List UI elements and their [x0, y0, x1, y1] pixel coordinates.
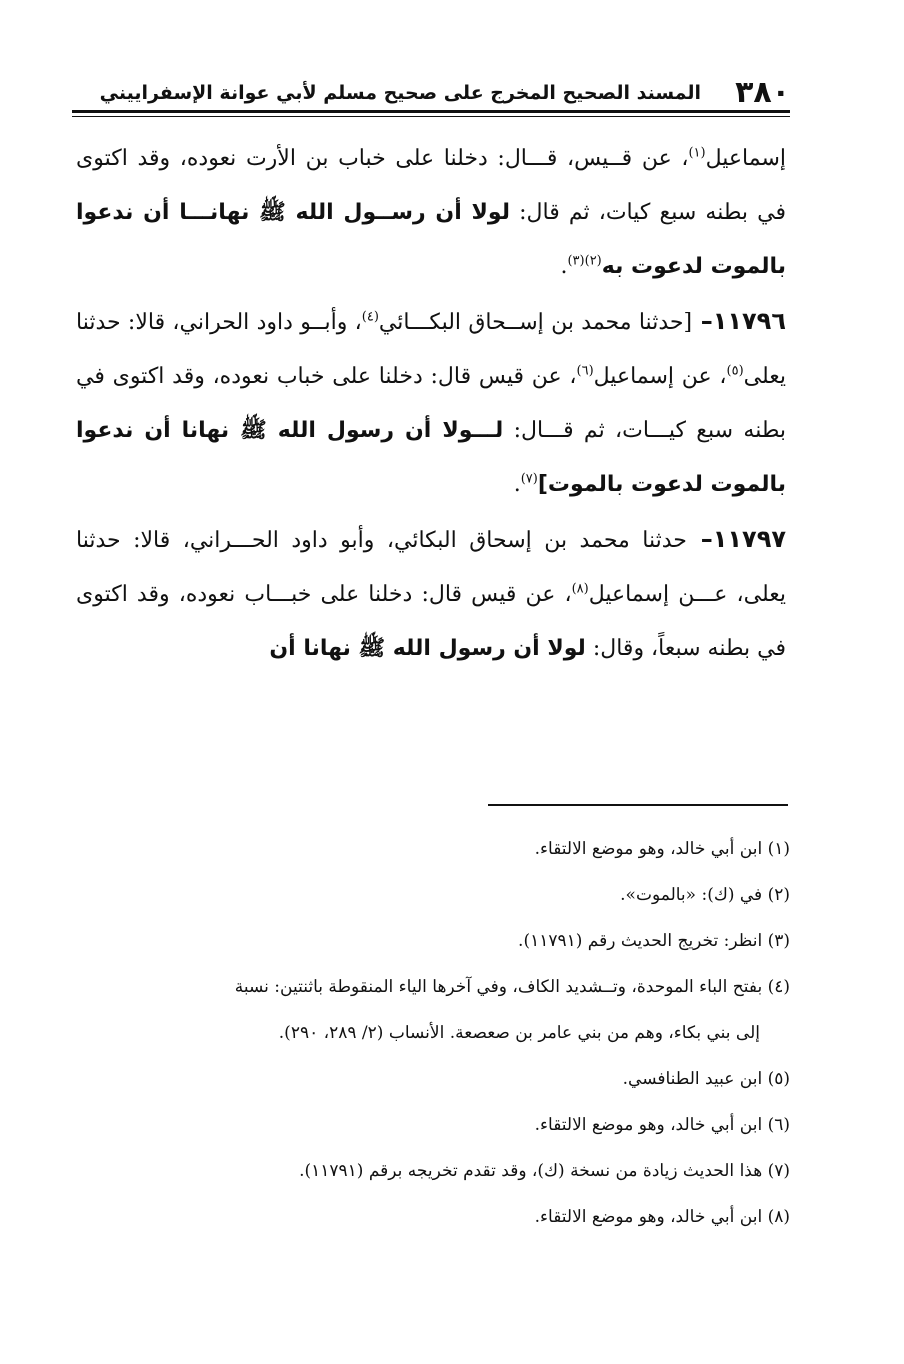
footnote-separator: [488, 804, 788, 806]
footnote-ref: (١): [688, 145, 706, 161]
hadith-11797: ١١٧٩٧– حدثنا محمد بن إسحاق البكائي، وأبو داود الحـــراني، قالا: حدثنا يعلى، عـــن إسماعيل$^{(٨)}$، عن قيس قال: دخلنا على خبـــاب نعوده، وقد اكتوى في بطنه سبعاً، وقال: لولا أن رسول الله ﷺ نهانا أن: [76, 525, 786, 661]
footnote-6: (٦) ابن أبي خالد، وهو موضع الالتقاء.: [534, 1115, 790, 1135]
hadith-number: ١١٧٩٧: [712, 525, 786, 553]
footnote-3: (٣) انظر: تخريج الحديث رقم (١١٧٩١).: [518, 931, 790, 951]
page-number: ٣٨٠: [735, 75, 790, 110]
footnote-ref: (٤): [361, 309, 379, 325]
hadith-text: لـــولا أن رسول الله ﷺ نهانا أن ندعوا بالموت لدعوت بالموت]: [76, 418, 786, 497]
hadith-11796: ١١٧٩٦– [حدثنا محمد بن إســحاق البكـــائي$^{(٤)}$، وأبــو داود الحراني، قالا: حدثنا يعلى$^{(٥)}$، عن إسماعيل$^{(٦)}$، عن قيس قال: دخلنا على خباب نعوده، وقد اكتوى في بطنه سبع كيـــات، ثم قـــال: لـــولا أن رسول الله ﷺ نهانا أن ندعوا بالموت لدعوت بالموت]$^{(٧)}$.: [76, 307, 786, 497]
hadith-text: لولا أن رســول الله ﷺ نهانـــا أن ندعوا بالموت لدعوت به: [76, 200, 786, 279]
footnote-5: (٥) ابن عبيد الطنافسي.: [622, 1069, 790, 1089]
hadith-number: ١١٧٩٦: [712, 307, 786, 335]
paragraph-continuation: إسماعيل$^{(١)}$، عن قــيس، قـــال: دخلنا على خباب بن الأرت نعوده، وقد اكتوى في بطنه سبع كيات، ثم قال: لولا أن رســول الله ﷺ نهانـــا أن ندعوا بالموت لدعوت به$^{(٢)(٣)}$.: [76, 145, 786, 279]
footnote-ref: (٥): [726, 363, 744, 379]
header-rule-thick: [72, 110, 790, 113]
footnote-2: (٢) في (ك): «بالموت».: [620, 885, 790, 905]
footnote-ref: (٨): [571, 581, 589, 597]
footnotes: [80, 826, 790, 1240]
footnote-ref: (٢)(٣): [567, 253, 602, 269]
footnote-7: (٧) هذا الحديث زيادة من نسخة (ك)، وقد تقدم تخريجه برقم (١١٧٩١).: [299, 1161, 790, 1181]
running-title: المسند الصحيح المخرج على صحيح مسلم لأبي عوانة الإسفراييني: [99, 82, 702, 104]
footnote-1: (١) ابن أبي خالد، وهو موضع الالتقاء.: [534, 839, 790, 859]
main-text: [76, 132, 786, 676]
page-header: [72, 70, 790, 110]
footnote-4: (٤) بفتح الباء الموحدة، وتــشديد الكاف، وفي آخرها الياء المنقوطة باثنتين: نسبة: [234, 977, 790, 997]
footnote-8: (٨) ابن أبي خالد، وهو موضع الالتقاء.: [534, 1207, 790, 1227]
footnote-4-continuation: إلى بني بكاء، وهم من بني عامر بن صعصعة. الأنساب (٢/ ٢٨٩، ٢٩٠).: [278, 1023, 760, 1043]
footnote-ref: (٦): [576, 363, 594, 379]
hadith-text: لولا أن رسول الله ﷺ نهانا أن: [269, 636, 586, 661]
header-rule-thin: [72, 116, 790, 117]
footnote-ref: (٧): [520, 471, 538, 487]
